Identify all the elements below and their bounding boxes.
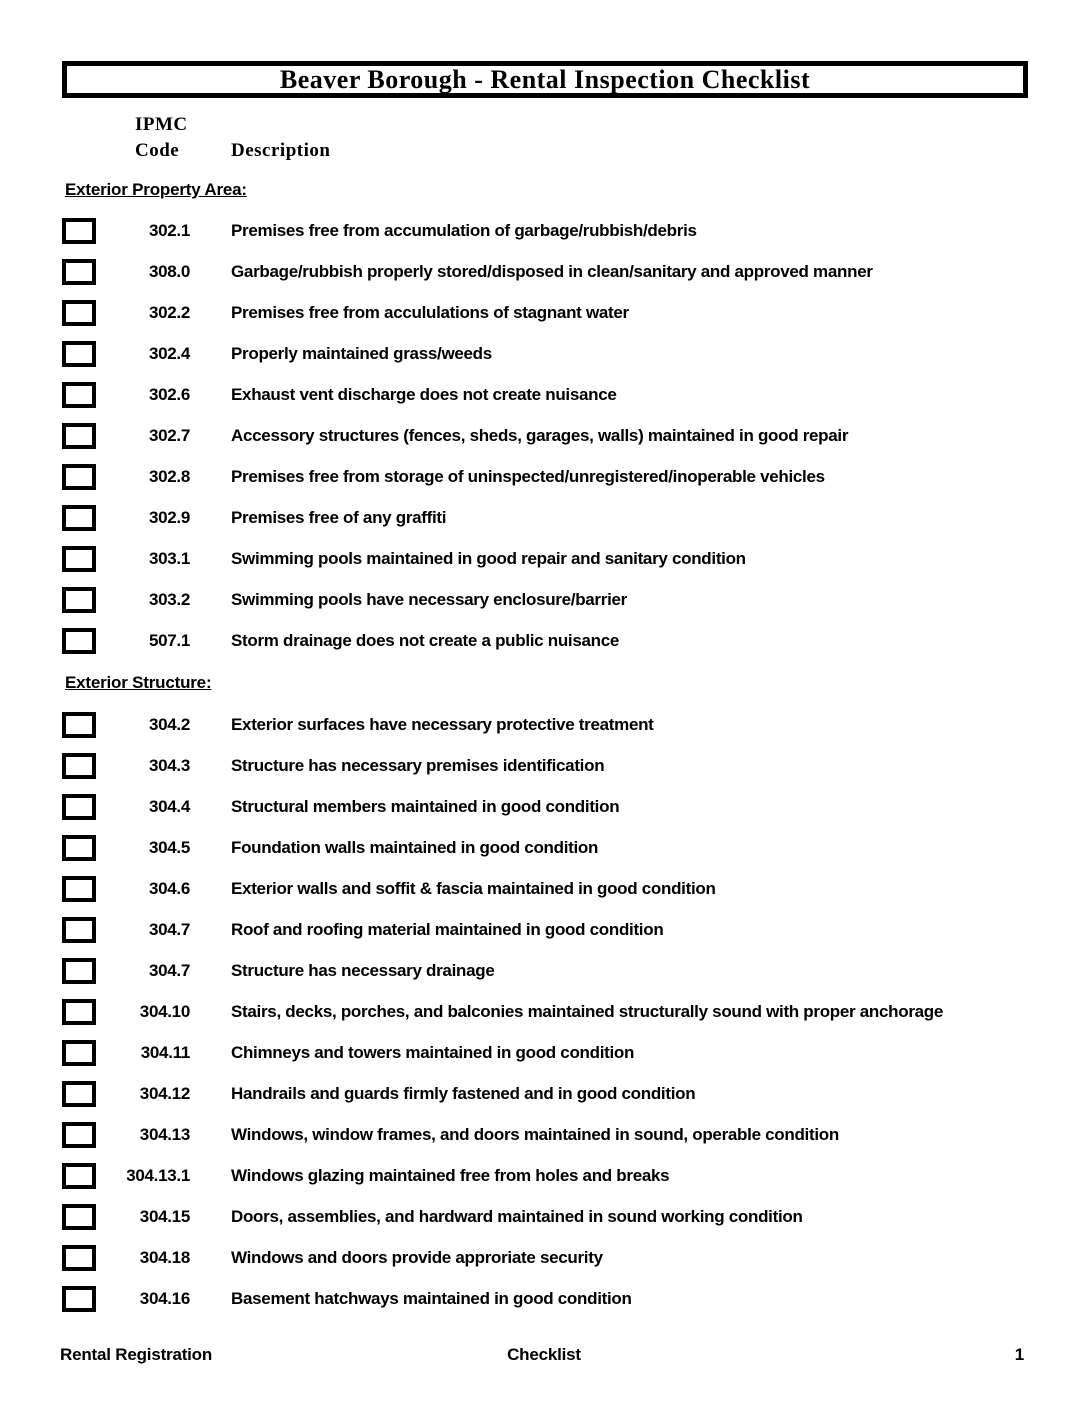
checklist-row bbox=[0, 292, 1088, 333]
item-code: 303.1 bbox=[148, 548, 190, 568]
page-footer bbox=[60, 1344, 1028, 1366]
footer-page-number: 1 bbox=[1014, 1345, 1024, 1364]
footer-document-name: Rental Registration bbox=[60, 1345, 213, 1364]
item-checkbox[interactable] bbox=[62, 628, 96, 654]
item-checkbox[interactable] bbox=[62, 1204, 96, 1230]
column-header-code: Code bbox=[135, 140, 180, 161]
item-description: Premises free from accumulation of garbage/rubbish/debris bbox=[231, 220, 697, 240]
checklist-row bbox=[0, 1155, 1088, 1196]
checklist-row bbox=[0, 579, 1088, 620]
document-title: Beaver Borough - Rental Inspection Checklist bbox=[279, 65, 811, 94]
item-description: Swimming pools have necessary enclosure/barrier bbox=[231, 589, 627, 609]
item-checkbox[interactable] bbox=[62, 958, 96, 984]
item-description: Premises free from storage of uninspected/unregistered/inoperable vehicles bbox=[231, 466, 825, 486]
item-description: Handrails and guards firmly fastened and in good condition bbox=[231, 1083, 696, 1103]
section-exterior-property-area-rows bbox=[0, 210, 1088, 661]
document-title-box bbox=[62, 61, 1028, 98]
item-checkbox[interactable] bbox=[62, 341, 96, 367]
item-description: Exterior walls and soffit & fascia maintained in good condition bbox=[231, 878, 716, 898]
item-code: 304.16 bbox=[139, 1288, 190, 1308]
checklist-row bbox=[0, 210, 1088, 251]
checklist-row bbox=[0, 991, 1088, 1032]
item-checkbox[interactable] bbox=[62, 1163, 96, 1189]
item-checkbox[interactable] bbox=[62, 999, 96, 1025]
item-description: Structure has necessary premises identification bbox=[231, 755, 605, 775]
item-code: 308.0 bbox=[148, 261, 190, 281]
item-checkbox[interactable] bbox=[62, 464, 96, 490]
section-heading-exterior-property-area: Exterior Property Area: bbox=[65, 180, 247, 199]
item-checkbox[interactable] bbox=[62, 876, 96, 902]
item-code: 302.9 bbox=[148, 507, 190, 527]
checklist-row bbox=[0, 374, 1088, 415]
item-checkbox[interactable] bbox=[62, 259, 96, 285]
item-checkbox[interactable] bbox=[62, 1122, 96, 1148]
item-checkbox[interactable] bbox=[62, 835, 96, 861]
item-code: 302.6 bbox=[148, 384, 190, 404]
column-header-ipmc: IPMC bbox=[135, 114, 188, 135]
column-header-description: Description bbox=[231, 140, 331, 161]
item-code: 304.12 bbox=[139, 1083, 190, 1103]
item-checkbox[interactable] bbox=[62, 794, 96, 820]
item-code: 304.7 bbox=[148, 960, 190, 980]
item-description: Foundation walls maintained in good condition bbox=[231, 837, 599, 857]
item-description: Exterior surfaces have necessary protective treatment bbox=[231, 714, 654, 734]
checklist-row bbox=[0, 909, 1088, 950]
item-code: 304.5 bbox=[148, 837, 190, 857]
checklist-row bbox=[0, 251, 1088, 292]
item-checkbox[interactable] bbox=[62, 1040, 96, 1066]
item-checkbox[interactable] bbox=[62, 1286, 96, 1312]
checklist-row bbox=[0, 1032, 1088, 1073]
item-code: 304.6 bbox=[148, 878, 190, 898]
item-code: 304.7 bbox=[148, 919, 190, 939]
item-description: Windows and doors provide approriate security bbox=[231, 1247, 603, 1267]
item-code: 302.1 bbox=[148, 220, 190, 240]
checklist-row bbox=[0, 1073, 1088, 1114]
item-description: Chimneys and towers maintained in good condition bbox=[231, 1042, 635, 1062]
item-description: Windows, window frames, and doors maintained in sound, operable condition bbox=[231, 1124, 839, 1144]
item-code: 302.7 bbox=[148, 425, 190, 445]
checklist-row bbox=[0, 786, 1088, 827]
item-code: 302.2 bbox=[148, 302, 190, 322]
checklist-row bbox=[0, 704, 1088, 745]
checklist-row bbox=[0, 620, 1088, 661]
item-code: 304.4 bbox=[148, 796, 190, 816]
checklist-row bbox=[0, 827, 1088, 868]
item-description: Accessory structures (fences, sheds, garages, walls) maintained in good repair bbox=[231, 425, 849, 445]
item-code: 302.4 bbox=[148, 343, 190, 363]
item-code: 507.1 bbox=[148, 630, 190, 650]
item-checkbox[interactable] bbox=[62, 1081, 96, 1107]
item-description: Structure has necessary drainage bbox=[231, 960, 495, 980]
checklist-row bbox=[0, 1237, 1088, 1278]
item-description: Properly maintained grass/weeds bbox=[231, 343, 492, 363]
item-code: 304.10 bbox=[139, 1001, 190, 1021]
item-code: 304.18 bbox=[139, 1247, 190, 1267]
item-code: 304.15 bbox=[139, 1206, 190, 1226]
checklist-row bbox=[0, 1114, 1088, 1155]
checklist-row bbox=[0, 497, 1088, 538]
item-checkbox[interactable] bbox=[62, 587, 96, 613]
item-description: Premises free from accululations of stagnant water bbox=[231, 302, 629, 322]
checklist-row bbox=[0, 415, 1088, 456]
item-description: Basement hatchways maintained in good condition bbox=[231, 1288, 632, 1308]
item-checkbox[interactable] bbox=[62, 753, 96, 779]
item-code: 304.13 bbox=[139, 1124, 190, 1144]
item-description: Storm drainage does not create a public nuisance bbox=[231, 630, 620, 650]
item-description: Swimming pools maintained in good repair and sanitary condition bbox=[231, 548, 746, 568]
checklist-row bbox=[0, 1278, 1088, 1319]
item-code: 304.2 bbox=[148, 714, 190, 734]
item-checkbox[interactable] bbox=[62, 1245, 96, 1271]
item-checkbox[interactable] bbox=[62, 218, 96, 244]
item-code: 304.3 bbox=[148, 755, 190, 775]
item-checkbox[interactable] bbox=[62, 505, 96, 531]
checklist-row bbox=[0, 950, 1088, 991]
checklist-row bbox=[0, 456, 1088, 497]
section-exterior-structure-rows bbox=[0, 704, 1088, 1319]
item-description: Garbage/rubbish properly stored/disposed in clean/sanitary and approved manner bbox=[231, 261, 873, 281]
item-description: Windows glazing maintained free from holes and breaks bbox=[231, 1165, 670, 1185]
section-heading-exterior-structure: Exterior Structure: bbox=[65, 673, 212, 692]
checklist-row bbox=[0, 868, 1088, 909]
checklist-row bbox=[0, 1196, 1088, 1237]
item-description: Structural members maintained in good condition bbox=[231, 796, 620, 816]
checklist-row bbox=[0, 333, 1088, 374]
item-checkbox[interactable] bbox=[62, 423, 96, 449]
item-code: 303.2 bbox=[148, 589, 190, 609]
item-checkbox[interactable] bbox=[62, 917, 96, 943]
checklist-row bbox=[0, 538, 1088, 579]
item-description: Doors, assemblies, and hardward maintained in sound working condition bbox=[231, 1206, 803, 1226]
item-code: 304.13.1 bbox=[126, 1165, 190, 1185]
item-checkbox[interactable] bbox=[62, 300, 96, 326]
item-checkbox[interactable] bbox=[62, 546, 96, 572]
item-checkbox[interactable] bbox=[62, 382, 96, 408]
item-description: Stairs, decks, porches, and balconies maintained structurally sound with proper anchorage bbox=[231, 1001, 944, 1021]
checklist-row bbox=[0, 745, 1088, 786]
item-description: Premises free of any graffiti bbox=[231, 507, 447, 527]
item-checkbox[interactable] bbox=[62, 712, 96, 738]
item-description: Exhaust vent discharge does not create nuisance bbox=[231, 384, 617, 404]
item-description: Roof and roofing material maintained in good condition bbox=[231, 919, 664, 939]
item-code: 302.8 bbox=[148, 466, 190, 486]
item-code: 304.11 bbox=[140, 1042, 190, 1062]
footer-section-name: Checklist bbox=[507, 1345, 581, 1364]
